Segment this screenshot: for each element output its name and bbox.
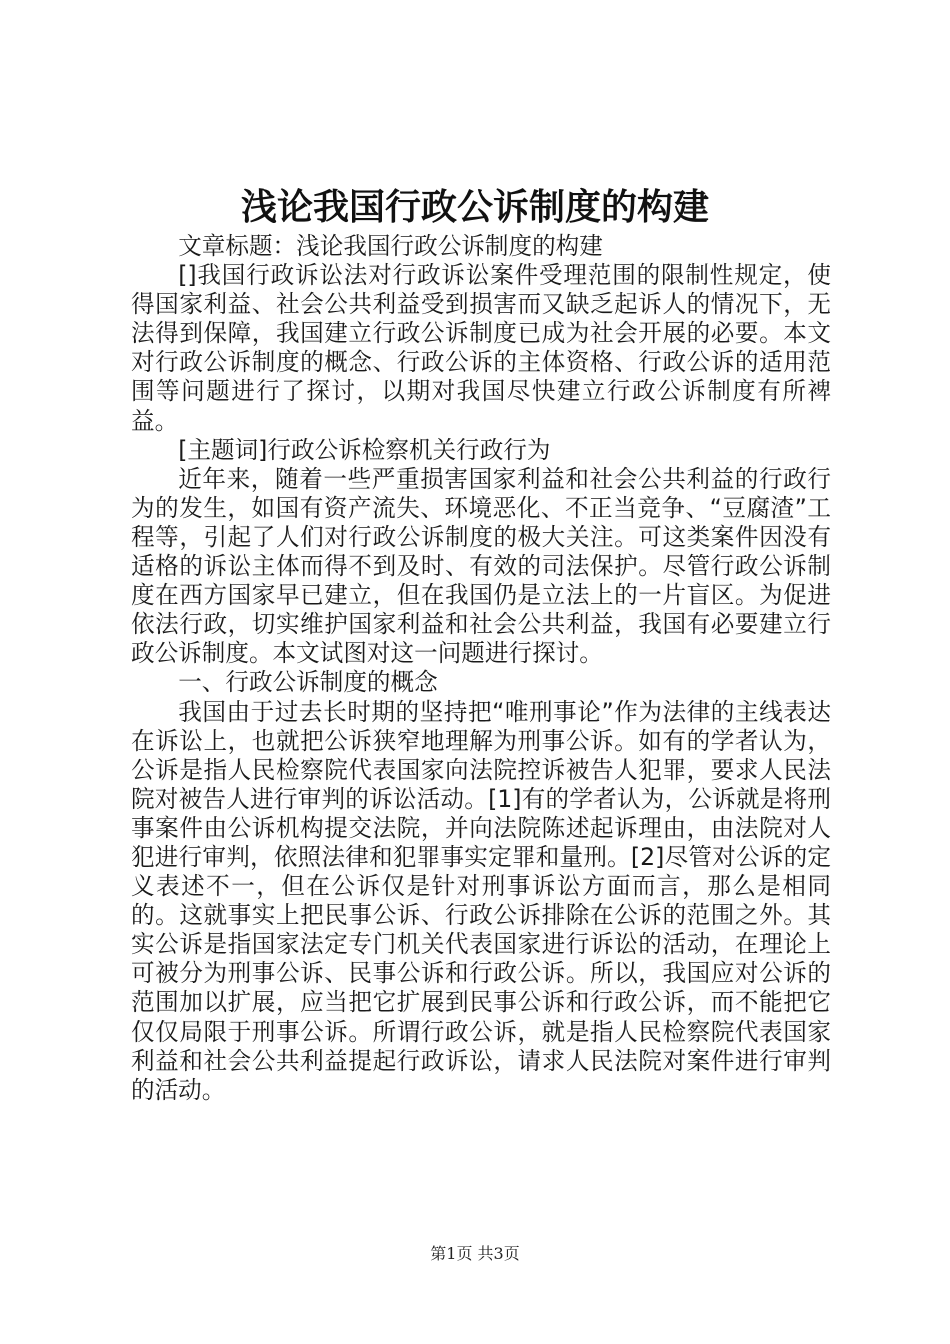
abstract-paragraph: []我国行政诉讼法对行政诉讼案件受理范围的限制性规定，使得国家利益、社会公共利益受到损害而又缺乏起诉人的情况下，无法得到保障，我国建立行政公诉制度已成为社会开展的必要。本文对行政公诉制度的概念、行政公诉的主体资格、行政公诉的适用范围等问题进行了探讨，以期对我国尽快建立行政公诉制度有所裨益。: [131, 261, 831, 435]
intro-paragraph: 近年来，随着一些严重损害国家利益和社会公共利益的行政行为的发生，如国有资产流失、环境恶化、不正当竞争、“豆腐渣”工程等，引起了人们对行政公诉制度的极大关注。可这类案件因没有适格的诉讼主体而得不到及时、有效的司法保护。尽管行政公诉制度在西方国家早已建立，但在我国仍是立法上的一片盲区。为促进依法行政，切实维护国家利益和社会公共利益，我国有必要建立行政公诉制度。本文试图对这一问题进行探讨。: [131, 464, 831, 668]
concept-paragraph: 我国由于过去长时期的坚持把“唯刑事论”作为法律的主线表达在诉讼上，也就把公诉狭窄地理解为刑事公诉。如有的学者认为，公诉是指人民检察院代表国家向法院控诉被告人犯罪，要求人民法院对被告人进行审判的诉讼活动。[1]有的学者认为，公诉就是将刑事案件由公诉机构提交法院，并向法院陈述起诉理由，由法院对人犯进行审判，依照法律和犯罪事实定罪和量刑。[2]尽管对公诉的定义表述不一，但在公诉仅是针对刑事诉讼方面而言，那么是相同的。这就事实上把民事公诉、行政公诉排除在公诉的范围之外。其实公诉是指国家法定专门机关代表国家进行诉讼的活动，在理论上可被分为刑事公诉、民事公诉和行政公诉。所以，我国应对公诉的范围加以扩展，应当把它扩展到民事公诉和行政公诉，而不能把它仅仅局限于刑事公诉。所谓行政公诉，就是指人民检察院代表国家利益和社会公共利益提起行政诉讼，请求人民法院对案件进行审判的活动。: [131, 697, 831, 1104]
section-heading: 一、行政公诉制度的概念: [178, 668, 438, 697]
document-title: 浅论我国行政公诉制度的构建: [240, 187, 709, 228]
article-title-line: 文章标题：浅论我国行政公诉制度的构建: [178, 232, 603, 260]
keywords-paragraph: [主题词]行政公诉检察机关行政行为: [178, 435, 551, 464]
document-body: [131, 232, 831, 1105]
page-number-footer: 第1页 共3页: [430, 1244, 520, 1263]
